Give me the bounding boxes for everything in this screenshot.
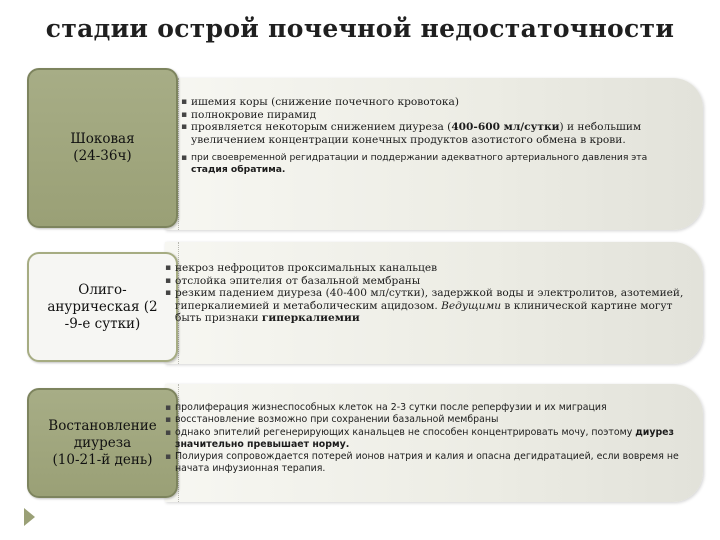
stage-recovery-bullets — [165, 402, 690, 476]
list-item: ▪ резким падением диуреза (40-400 мл/сутки), задержкой воды и электролитов, азотемией, гиперкалиемией и метаболическим ацидозом. Ведущими в клинической картине могут быть признаки гиперкалиемии — [165, 287, 690, 325]
list-item: ▪ Полиурия сопровождается потерей ионов натрия и калия и опасна дегидратацией, если вовремя не начата инфузионная терапия. — [165, 451, 690, 476]
stage-recovery-duration: (10-21-й день) — [52, 451, 153, 468]
stage-shock-name: Шоковая — [70, 131, 135, 147]
list-item: ▪ однако эпителий регенерирующих канальцев не способен концентрировать мочу, поэтому диурез значительно превышает норму. — [165, 427, 690, 452]
list-item: ▪ восстановление возможно при сохранении базальной мембраны — [165, 414, 690, 426]
stage-oligo-name-cont: анурическая (2 — [47, 298, 158, 315]
stage-shock-label — [27, 68, 178, 228]
stage-oligo-label — [27, 252, 178, 362]
divider — [178, 78, 180, 230]
stage-oligo-duration: -9-е сутки) — [64, 315, 141, 332]
list-item: ▪ проявляется некоторым снижением диуреза (400-600 мл/сутки) и небольшим увеличением концентрации конечных продуктов азотистого обмена в крови. — [181, 121, 686, 146]
list-item: ▪ при своевременной регидратации и поддержании адекватного артериального давления эта стадия обратима. — [181, 152, 686, 176]
list-item: ▪ ишемия коры (снижение почечного кровотока) — [181, 96, 686, 109]
stage-oligo-name: Олиго- — [78, 281, 127, 298]
page-title: стадии острой почечной недостаточности — [45, 14, 675, 43]
stage-recovery-label — [27, 388, 178, 498]
stage-recovery-name-cont: диуреза — [73, 434, 132, 451]
stage-shock-duration: (24-36ч) — [73, 148, 132, 164]
stage-shock-bullets — [181, 96, 686, 176]
list-item: ▪ пролиферация жизнеспособных клеток на 2-3 сутки после реперфузии и их миграция — [165, 402, 690, 414]
list-item: ▪ некроз нефроцитов проксимальных канальцев — [165, 262, 690, 275]
stage-oligo-bullets — [165, 262, 690, 325]
triangle-arrow-icon[interactable] — [24, 508, 35, 526]
list-item: ▪ отслойка эпителия от базальной мембраны — [165, 275, 690, 288]
list-item: ▪ полнокровие пирамид — [181, 109, 686, 122]
stage-recovery-name: Востановление — [48, 417, 157, 434]
